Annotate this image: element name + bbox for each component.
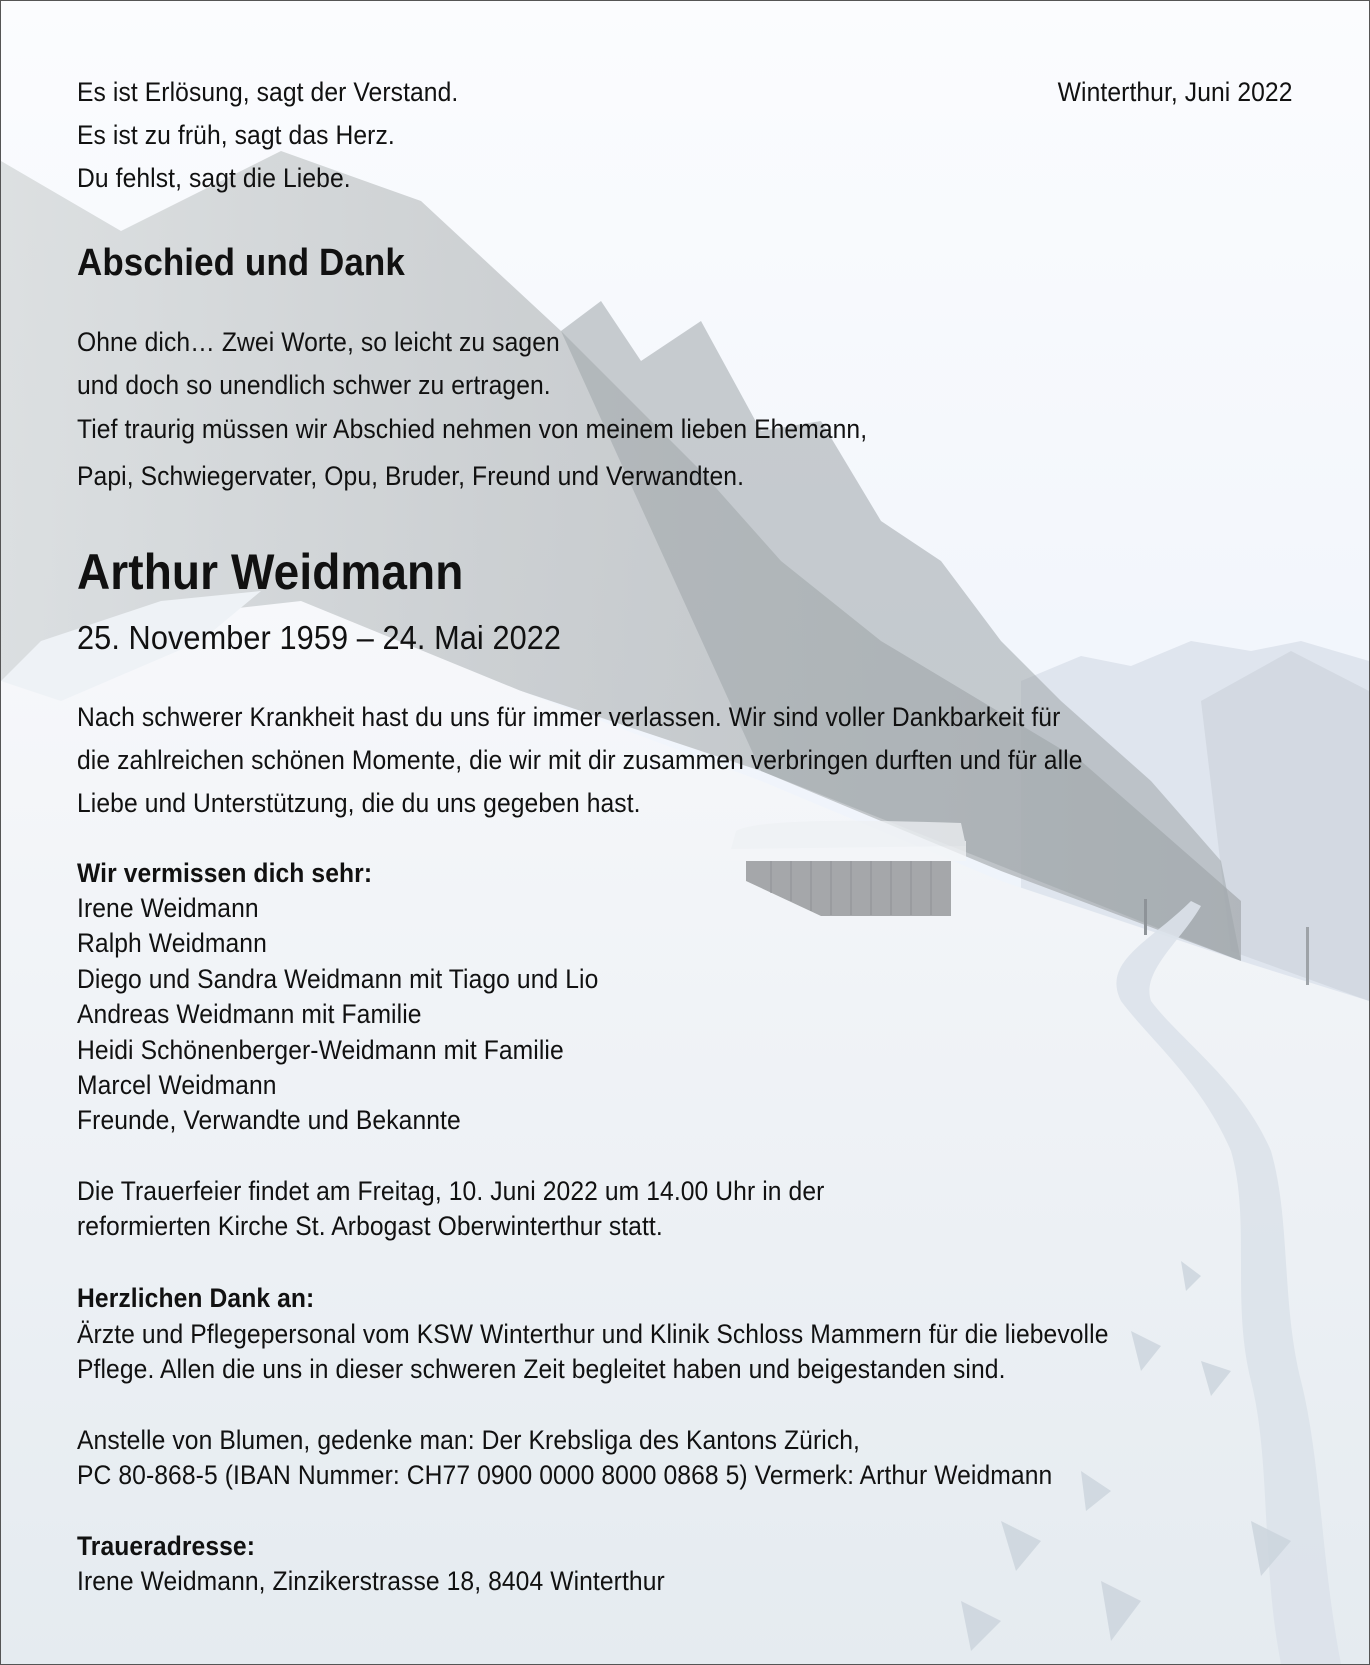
- mourner-name: Ralph Weidmann: [77, 928, 267, 958]
- deceased-name: Arthur Weidmann: [77, 544, 464, 600]
- service-line: reformierten Kirche St. Arbogast Oberwinterthur statt.: [77, 1211, 663, 1241]
- place-date: Winterthur, Juni 2022: [1058, 77, 1293, 107]
- mourner-name: Andreas Weidmann mit Familie: [77, 999, 422, 1029]
- mourner-name: Irene Weidmann: [77, 893, 259, 923]
- quote-line: Es ist Erlösung, sagt der Verstand.: [77, 77, 459, 107]
- thanks-heading: Herzlichen Dank an:: [77, 1283, 315, 1313]
- snow-pole: [1144, 899, 1147, 935]
- message-line: die zahlreichen schönen Momente, die wir mit dir zusammen verbringen durften und für alle: [77, 745, 1083, 775]
- address-line: Irene Weidmann, Zinzikerstrasse 18, 8404 Winterthur: [77, 1566, 665, 1596]
- quote-line: Du fehlst, sagt die Liebe.: [77, 163, 351, 193]
- poem-line: Ohne dich… Zwei Worte, so leicht zu sagen: [77, 327, 560, 357]
- quote-line: Es ist zu früh, sagt das Herz.: [77, 120, 395, 150]
- mourner-name: Marcel Weidmann: [77, 1070, 277, 1100]
- snow-pole: [1306, 927, 1309, 985]
- thanks-line: Ärzte und Pflegepersonal vom KSW Winterthur und Klinik Schloss Mammern für die liebevolle: [77, 1319, 1109, 1349]
- message-line: Nach schwerer Krankheit hast du uns für immer verlassen. Wir sind voller Dankbarkeit für: [77, 702, 1061, 732]
- poem-line: Papi, Schwiegervater, Opu, Bruder, Freund und Verwandten.: [77, 461, 745, 491]
- mourner-name: Freunde, Verwandte und Bekannte: [77, 1105, 461, 1135]
- life-dates: 25. November 1959 – 24. Mai 2022: [77, 619, 562, 656]
- address-heading: Traueradresse:: [77, 1531, 256, 1561]
- thanks-line: Pflege. Allen die uns in dieser schweren Zeit begleitet haben und beigestanden sind.: [77, 1354, 1006, 1384]
- donation-line: PC 80-868-5 (IBAN Nummer: CH77 0900 0000 8000 0868 5) Vermerk: Arthur Weidmann: [77, 1460, 1053, 1490]
- mourners-heading: Wir vermissen dich sehr:: [77, 858, 373, 888]
- mourner-name: Diego und Sandra Weidmann mit Tiago und Lio: [77, 964, 599, 994]
- donation-line: Anstelle von Blumen, gedenke man: Der Krebsliga des Kantons Zürich,: [77, 1425, 860, 1455]
- poem-line: Tief traurig müssen wir Abschied nehmen von meinem lieben Ehemann,: [77, 414, 868, 444]
- poem-line: und doch so unendlich schwer zu ertragen.: [77, 370, 551, 400]
- mourner-name: Heidi Schönenberger-Weidmann mit Familie: [77, 1035, 564, 1065]
- section-title-farewell: Abschied und Dank: [77, 242, 405, 284]
- service-line: Die Trauerfeier findet am Freitag, 10. Juni 2022 um 14.00 Uhr in der: [77, 1176, 825, 1206]
- message-line: Liebe und Unterstützung, die du uns gegeben hast.: [77, 788, 641, 818]
